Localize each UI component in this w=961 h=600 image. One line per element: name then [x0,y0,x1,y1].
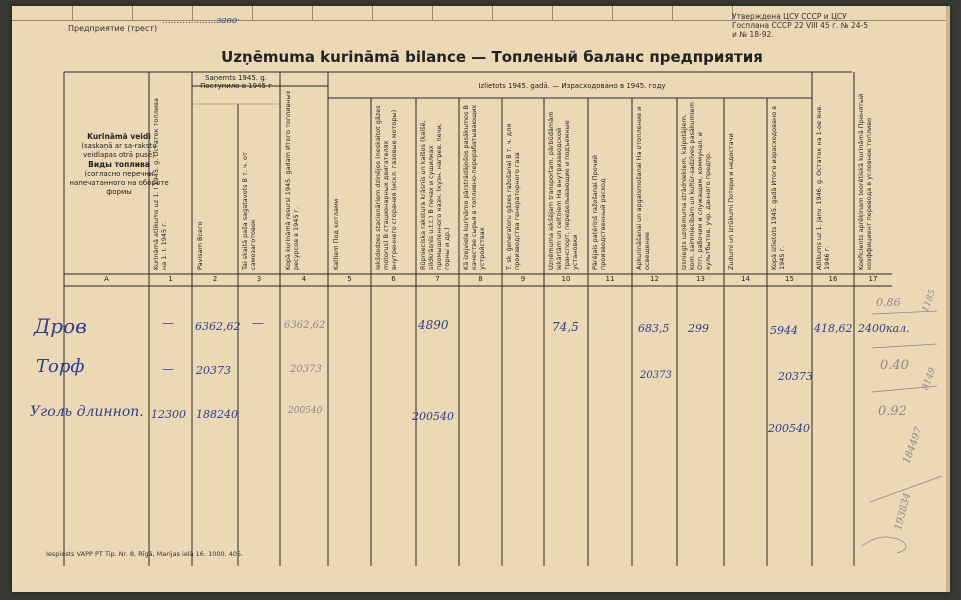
document-page [12,6,950,592]
table-cell: 5944 [770,324,798,337]
column-number: 17 [868,275,878,283]
column-header-7: Rūpnieciska rakstura krāsnīs un kalšos (kalšē, sildkrāsnīs u.t.t.) В печах и сушилках промышленного назн. (кузн. нагрев. печи, горны и др.) [419,120,451,270]
table-cell: 20373 [640,370,672,381]
pencil-note: 0.86 [876,296,901,309]
table-cell: 6362,62 [195,320,241,333]
column-header-8: Kā izejviela kurināmo pārstrādājošos pasākumos В качестве сырья в топливно-перерабатывающих устройствах [462,104,486,270]
pencil-strokes [12,6,946,592]
fuel-name-cell: Торф [36,356,85,377]
column-header-10: Uzņēmuma iekšējam transportam, pārbūdāmām iekārtām un celtņiem На внутризаводской транспорт, переделывающие и подъемные установки [547,111,579,270]
column-number: 6 [391,275,396,283]
column-number: 16 [828,275,838,283]
column-header-9: T. sk. ģeneratoru gāzes ražošanai В т. ч. для производства генераторного газа [505,123,521,270]
table-cell: 4890 [418,318,449,332]
column-header-11: Pārējais patēriņš ražošanai Прочий производственный расход [591,155,607,270]
approval-line: Утверждена ЦСУ СССР и ЦСУ [732,12,847,21]
column-number: 5 [347,275,352,283]
table-cell: — [162,316,174,330]
column-number: 7 [435,275,440,283]
column-header-3: Tai skaitā paša sagatavots В т. ч. от самозаготовок [241,152,257,270]
column-header-15: Kopā izlietots 1945. gadā Итого израсходовано в 1945 г. [770,105,786,270]
form-title: Uzņēmuma kurināmā bilance — Топленый баланс предприятия [221,48,763,66]
pencil-note: 0.40 [880,358,909,373]
column-header-4: Kopā kurināmā resursi 1945. gadam Итого топливных ресурсов в 1945 г. [284,90,300,270]
column-number: 12 [650,275,659,283]
table-cell: 418,62 [814,322,853,335]
fuel-type-lv-sub: (saskaņā ar sa-rakstu veidlapas otrā pusē) [81,142,157,159]
fuel-type-lv-title: Kurināmā veidi [87,132,151,141]
column-header-16: Atlikums uz 1. janv. 1946. g. Остаток на 1-ое янв. 1946 г. [815,104,831,270]
pencil-note: 0.92 [878,404,907,419]
table-cell: 20373 [196,364,231,377]
table-cell: — [162,362,174,376]
column-header-1: Kurināmā atlikums uz 1. I 1945. g. Остаток топлива на 1. I. 1945 г. [152,98,168,270]
fuel-type-ru-title: Виды топлива [88,160,150,169]
fuel-name-cell: Дров [34,314,87,338]
column-number-A: A [104,275,109,283]
enterprise-label: Предприятие (трест) [68,24,158,33]
pencil-note: 184497 [901,425,925,466]
column-number: 1 [168,275,173,283]
column-number: 15 [785,275,794,283]
column-header-12: Apkurināšanai un apgaismošanai На отопление и освещение [635,106,651,270]
column-header-14: Zudumi un izrūkumi Потери и недостачи [727,133,735,270]
table-cell: — [252,316,264,330]
printer-imprint: Iespiests VAPP PT Tip. Nr. 8, Rīgā, Marijas ielā 16. 1000. 405. [46,550,244,558]
handwritten-enterprise: ...................заво· [162,16,241,26]
table-cell: 200540 [768,422,810,435]
approval-line: Госплана СССР 22 VIII 45 г. № 24-5 [732,21,868,30]
fuel-name-cell: Уголь длинноп. [30,404,144,420]
column-number: 14 [741,275,750,283]
column-number: 3 [256,275,262,283]
column-header-13: Izsniegts uzņēmuma strādniekiem, kalpotājiem, kom. saimniecībām un kultūr-sadzīves pasākumiem Отп. рабочим и служащим, коммунал. и культбытов. учр. данного предпр. [680,102,712,270]
table-cell: 683,5 [638,322,670,335]
fuel-type-ru-sub: (согласно перечни напечатанного на обороте формы [69,170,169,196]
table-cell: 2400кал. [858,322,910,335]
table-cell: 299 [688,322,709,335]
column-number: 4 [301,275,307,283]
pencil-total-note: 193834 [892,491,914,532]
column-number: 2 [212,275,218,283]
column-header-6: Iekšdedzes stacionāriem dzinējos (neskaitot gāzes motorus) В стационарных двигателях внутреннего сгорания (искл. газовые моторы) [374,105,398,270]
table-cell: 20373 [290,364,322,375]
table-cell: 74,5 [552,320,579,334]
column-number: 11 [605,275,615,283]
table-cell: 12300 [151,408,186,421]
pencil-note: 1185 [920,288,939,314]
column-number: 10 [561,275,571,283]
column-header-2: Pavisam Всего [196,221,204,270]
table-cell: 20373 [778,370,813,383]
table-cell: 200540 [412,410,454,423]
group-header-received: Saņemts 1945. g. Поступило в 1945 г [200,74,272,90]
column-header-5: Katliem Под котлами [332,198,340,270]
column-header-17: Koeficients aprēķinam teorētiskā kurināmā Принятый коэффициент перевода в условное топливо [857,93,873,270]
approval-line: и № 18-92. [732,30,774,39]
column-number: 13 [696,275,705,283]
column-number: 8 [478,275,483,283]
table-cell: 6362,62 [284,320,326,331]
table-cell: 188240 [196,408,238,421]
column-number: 9 [520,275,526,283]
group-header-spent: Izlietots 1945. gadā. — Израсходовано в 1945. году [478,82,666,90]
pencil-note: 8149 [920,366,939,392]
table-cell: 200540 [288,406,323,416]
